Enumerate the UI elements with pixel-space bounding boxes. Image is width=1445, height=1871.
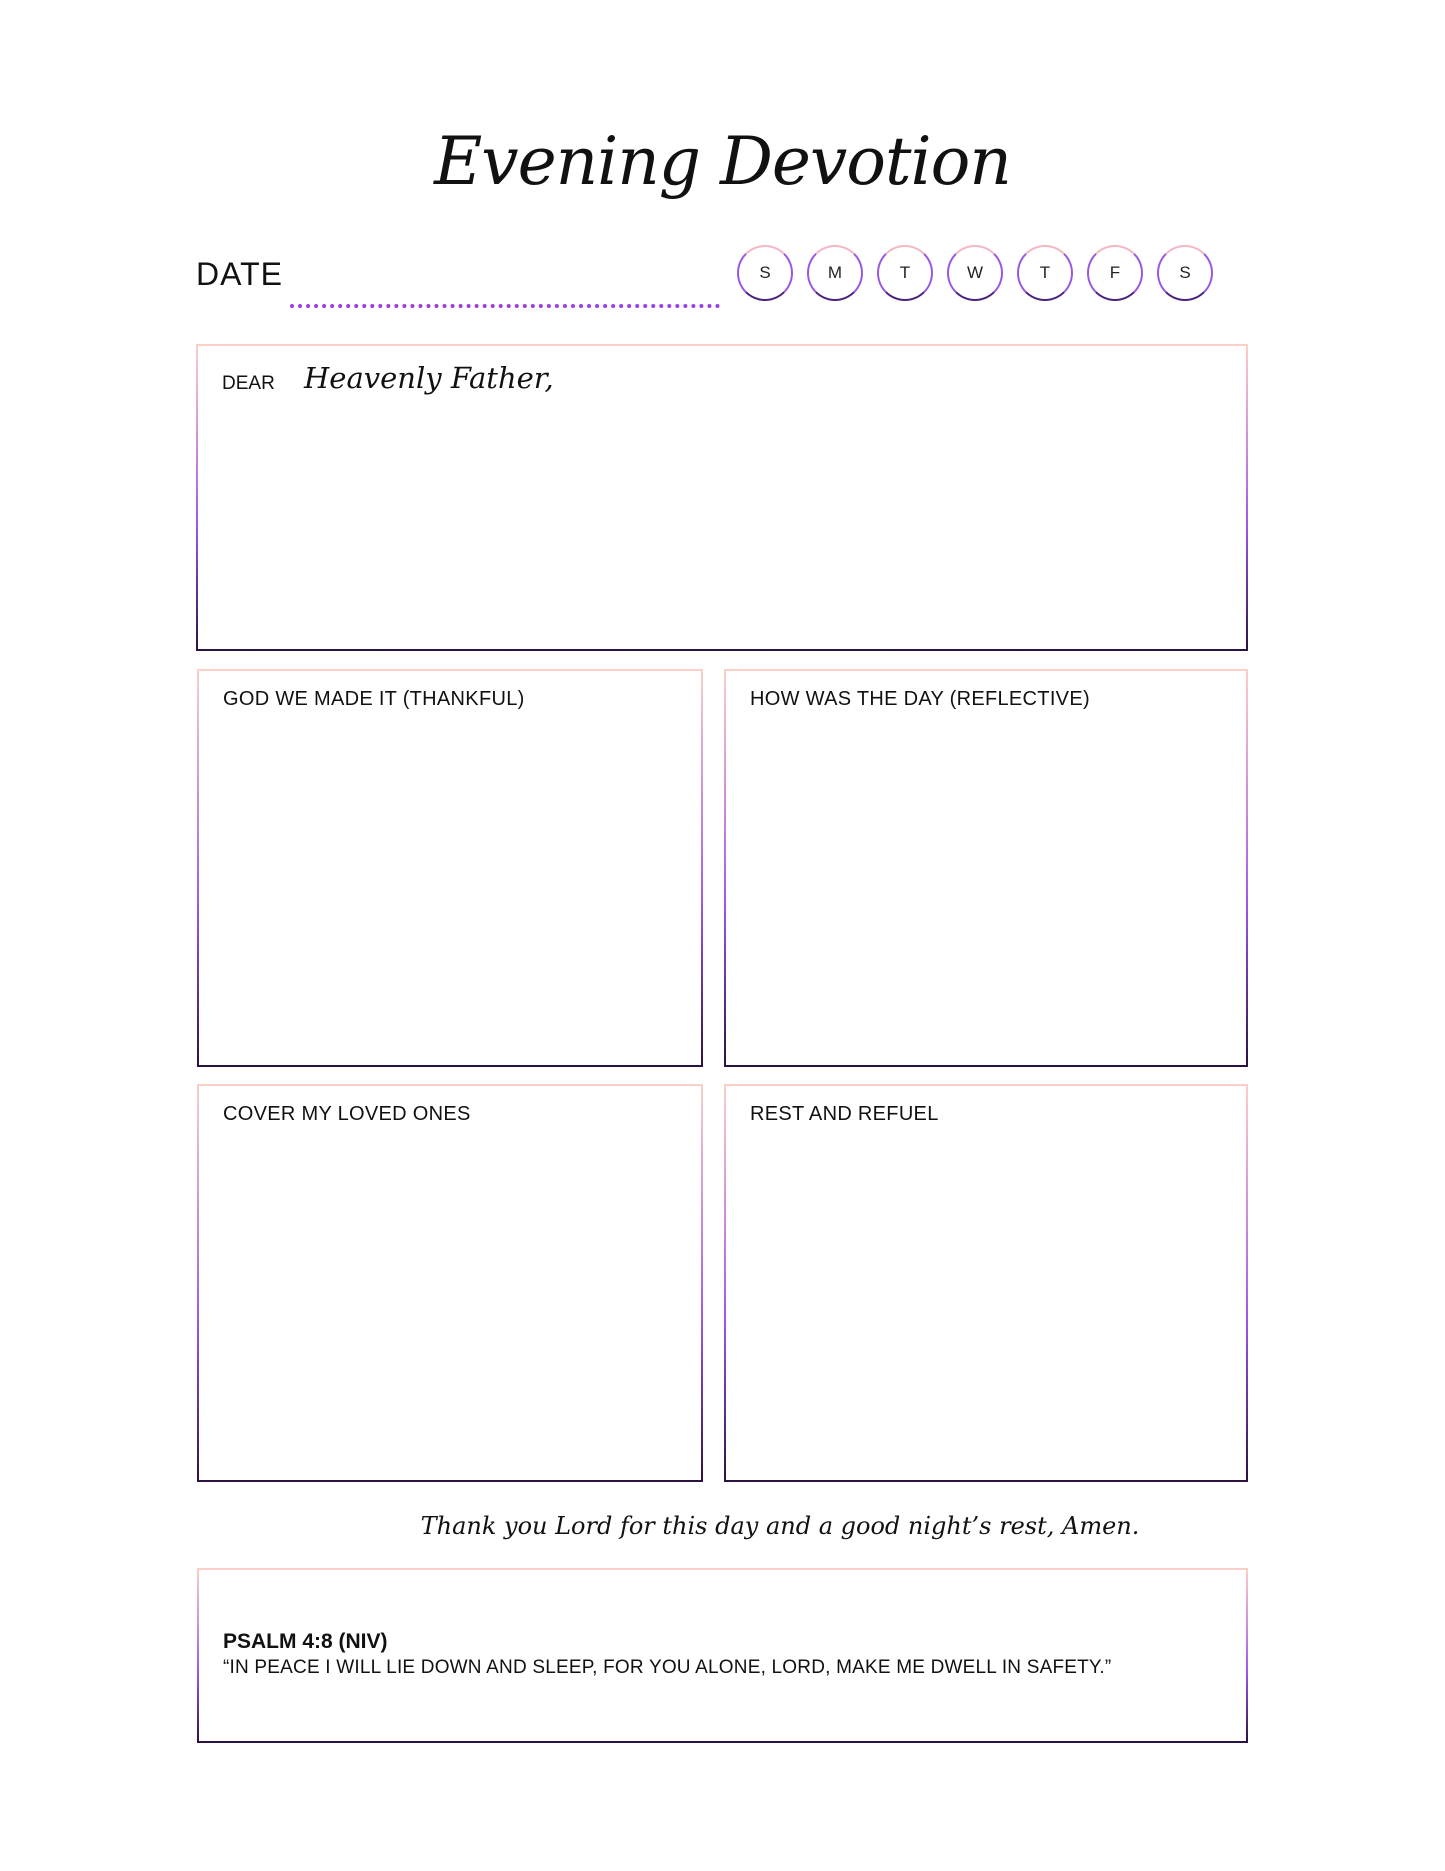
thankful-box[interactable] [197,669,703,1067]
day-circle-friday[interactable]: F [1087,245,1143,301]
verse-box [197,1568,1248,1743]
page-title: Evening Devotion [434,123,1011,200]
rest-box[interactable] [724,1084,1248,1482]
loved-ones-label: COVER MY LOVED ONES [223,1103,471,1125]
reflective-label: HOW WAS THE DAY (REFLECTIVE) [750,688,1090,710]
dear-greeting: Heavenly Father, [304,361,554,395]
dear-box[interactable] [196,344,1248,651]
verse-text: “IN PEACE I WILL LIE DOWN AND SLEEP, FOR YOU ALONE, LORD, MAKE ME DWELL IN SAFETY.” [223,1657,1112,1678]
loved-ones-box[interactable] [197,1084,703,1482]
dear-label: DEAR [222,373,275,394]
date-label: DATE [196,256,283,292]
closing-prayer: Thank you Lord for this day and a good night’s rest, Amen. [420,1512,1140,1540]
day-circle-sunday[interactable]: S [737,245,793,301]
day-circle-thursday[interactable]: T [1017,245,1073,301]
date-input-line[interactable] [290,304,720,308]
day-circle-saturday[interactable]: S [1157,245,1213,301]
weekday-selector [737,245,1213,301]
thankful-label: GOD WE MADE IT (THANKFUL) [223,688,525,710]
day-circle-wednesday[interactable]: W [947,245,1003,301]
day-circle-monday[interactable]: M [807,245,863,301]
day-circle-tuesday[interactable]: T [877,245,933,301]
rest-label: REST AND REFUEL [750,1103,939,1125]
reflective-box[interactable] [724,669,1248,1067]
verse-reference: PSALM 4:8 (NIV) [223,1630,388,1653]
